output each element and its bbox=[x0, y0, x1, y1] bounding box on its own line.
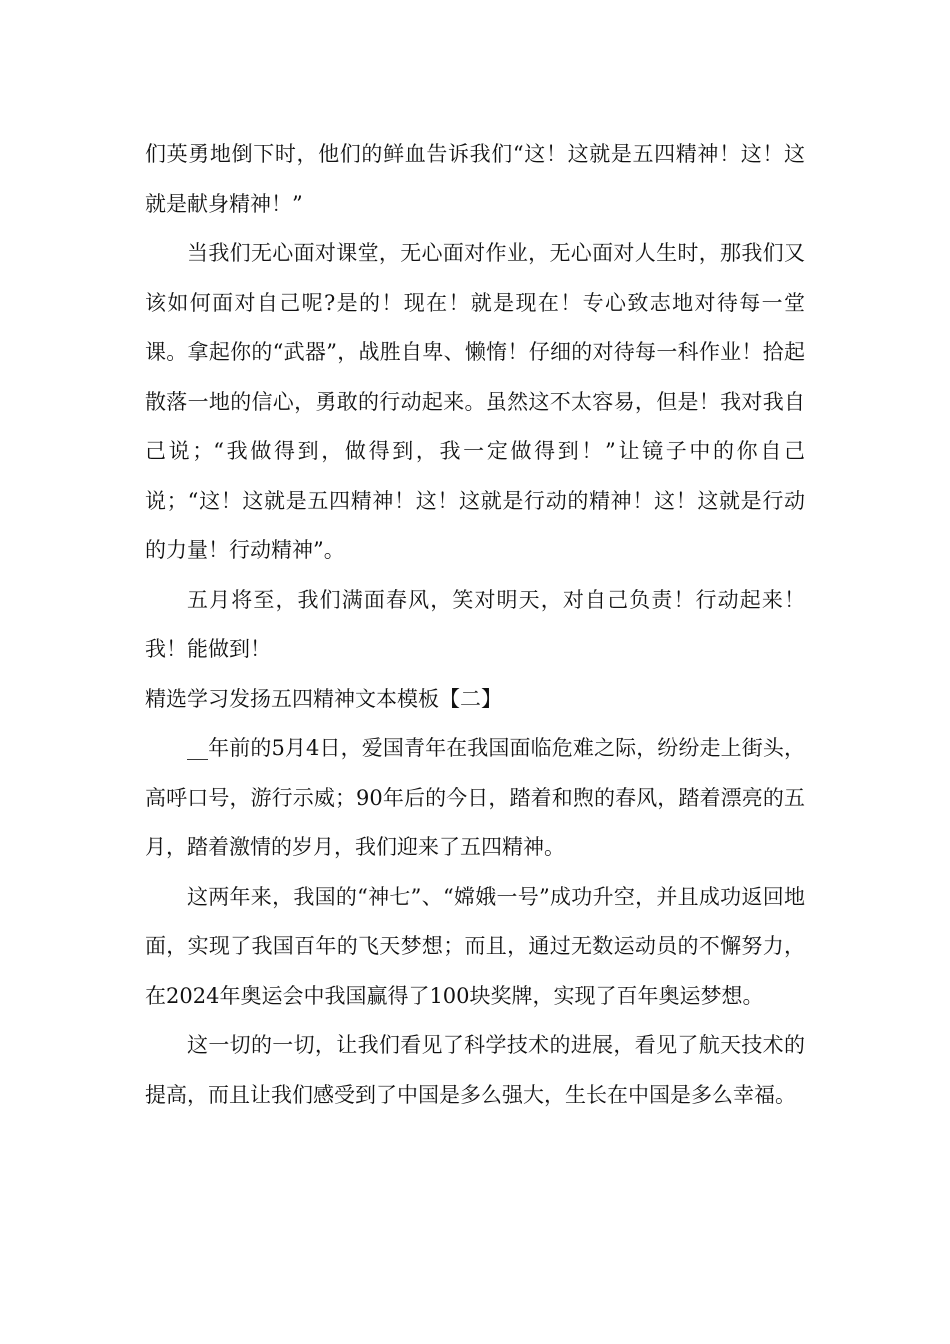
paragraph-1: 们英勇地倒下时，他们的鲜血告诉我们“这！这就是五四精神！这！这就是献身精神！” bbox=[145, 142, 805, 216]
paragraph-4: __年前的5月4日，爱国青年在我国面临危难之际，纷纷走上街头，高呼口号，游行示威；90年后的今日，踏着和煦的春风，踏着漂亮的五月，踏着激情的岁月，我们迎来了五四精神。 bbox=[145, 736, 805, 859]
paragraph-6: 这一切的一切，让我们看见了科学技术的进展，看见了航天技术的提高，而且让我们感受到了中国是多么强大，生长在中国是多么幸福。 bbox=[145, 1033, 805, 1107]
paragraph-2: 当我们无心面对课堂，无心面对作业，无心面对人生时，那我们又该如何面对自己呢?是的！现在！就是现在！专心致志地对待每一堂课。拿起你的“武器”，战胜自卑、懒惰！仔细的对待每一科作业！拾起散落一地的信心，勇敢的行动起来。虽然这不太容易，但是！我对我自己说；“我做得到，做得到，我一定做得到！”让镜子中的你自己说；“这！这就是五四精神！这！这就是行动的精神！这！这就是行动的力量！行动精神”。 bbox=[145, 241, 805, 562]
paragraph-3: 五月将至，我们满面春风，笑对明天，对自己负责！行动起来！我！能做到！ bbox=[145, 587, 805, 661]
section-heading: 精选学习发扬五四精神文本模板【二】 bbox=[145, 686, 502, 711]
paragraph-5: 这两年来，我国的“神七”、“嫦娥一号”成功升空，并且成功返回地面，实现了我国百年的飞天梦想；而且，通过无数运动员的不懈努力，在2024年奥运会中我国赢得了100块奖牌，实现了百年奥运梦想。 bbox=[145, 884, 805, 1008]
document-body bbox=[145, 130, 805, 1120]
